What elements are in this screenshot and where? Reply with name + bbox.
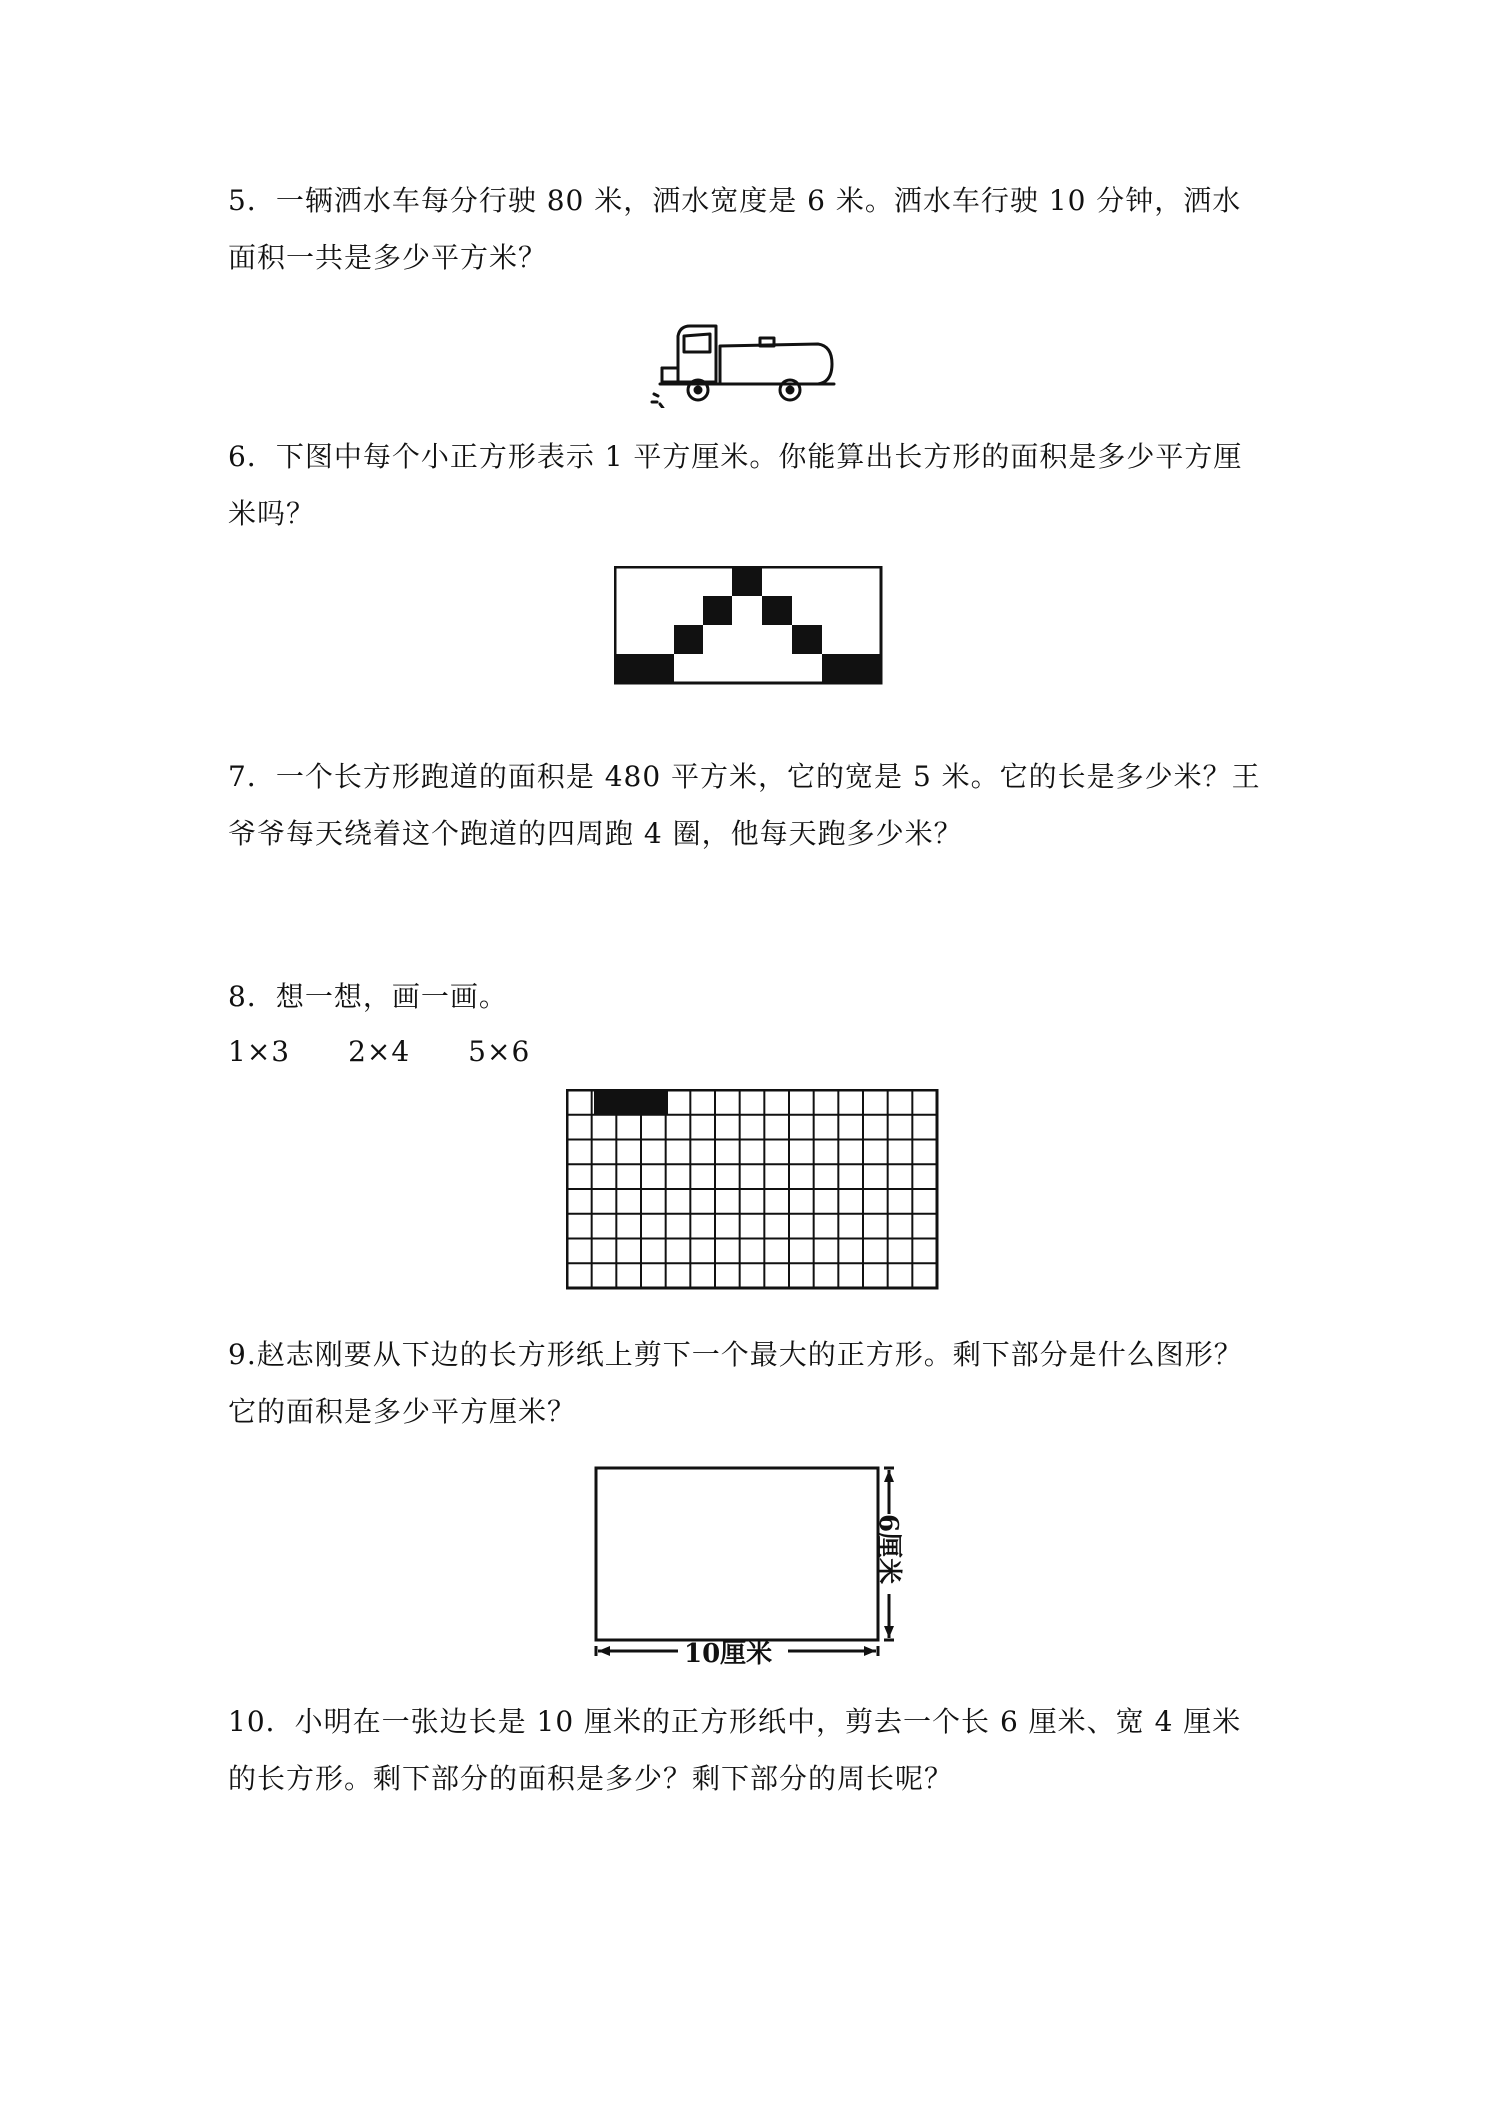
question-7: 7．一个长方形跑道的面积是 480 平方米，它的宽是 5 米。它的长是多少米？王爷爷每天绕着这个跑道的四周跑 4 圈，他每天跑多少米？ [228,760,1261,850]
height-label: 6厘米 [873,1514,903,1585]
rectangle-dimension-figure [588,1462,918,1672]
question-9: 9.赵志刚要从下边的长方形纸上剪下一个最大的正方形。剩下部分是什么图形？它的面积是多少平方厘米？ [228,1338,1243,1428]
drawing-grid [566,1089,940,1291]
water-truck-illustration [650,316,840,408]
question-6: 6．下图中每个小正方形表示 1 平方厘米。你能算出长方形的面积是多少平方厘米吗？ [228,440,1243,530]
filled-1x3-rectangle [594,1090,668,1114]
staircase-rectangle-figure [614,566,884,686]
question-8: 8．想一想，画一画。 [228,980,508,1013]
question-10: 10．小明在一张边长是 10 厘米的正方形纸中，剪去一个长 6 厘米、宽 4 厘米的长方形。剩下部分的面积是多少？剩下部分的周长呢？ [228,1705,1242,1795]
width-label: 10厘米 [684,1639,773,1669]
question-8-sizes: 1×3 2×4 5×6 [228,1035,531,1068]
question-5: 5．一辆洒水车每分行驶 80 米，洒水宽度是 6 米。洒水车行驶 10 分钟，洒水面积一共是多少平方米？ [228,184,1242,274]
